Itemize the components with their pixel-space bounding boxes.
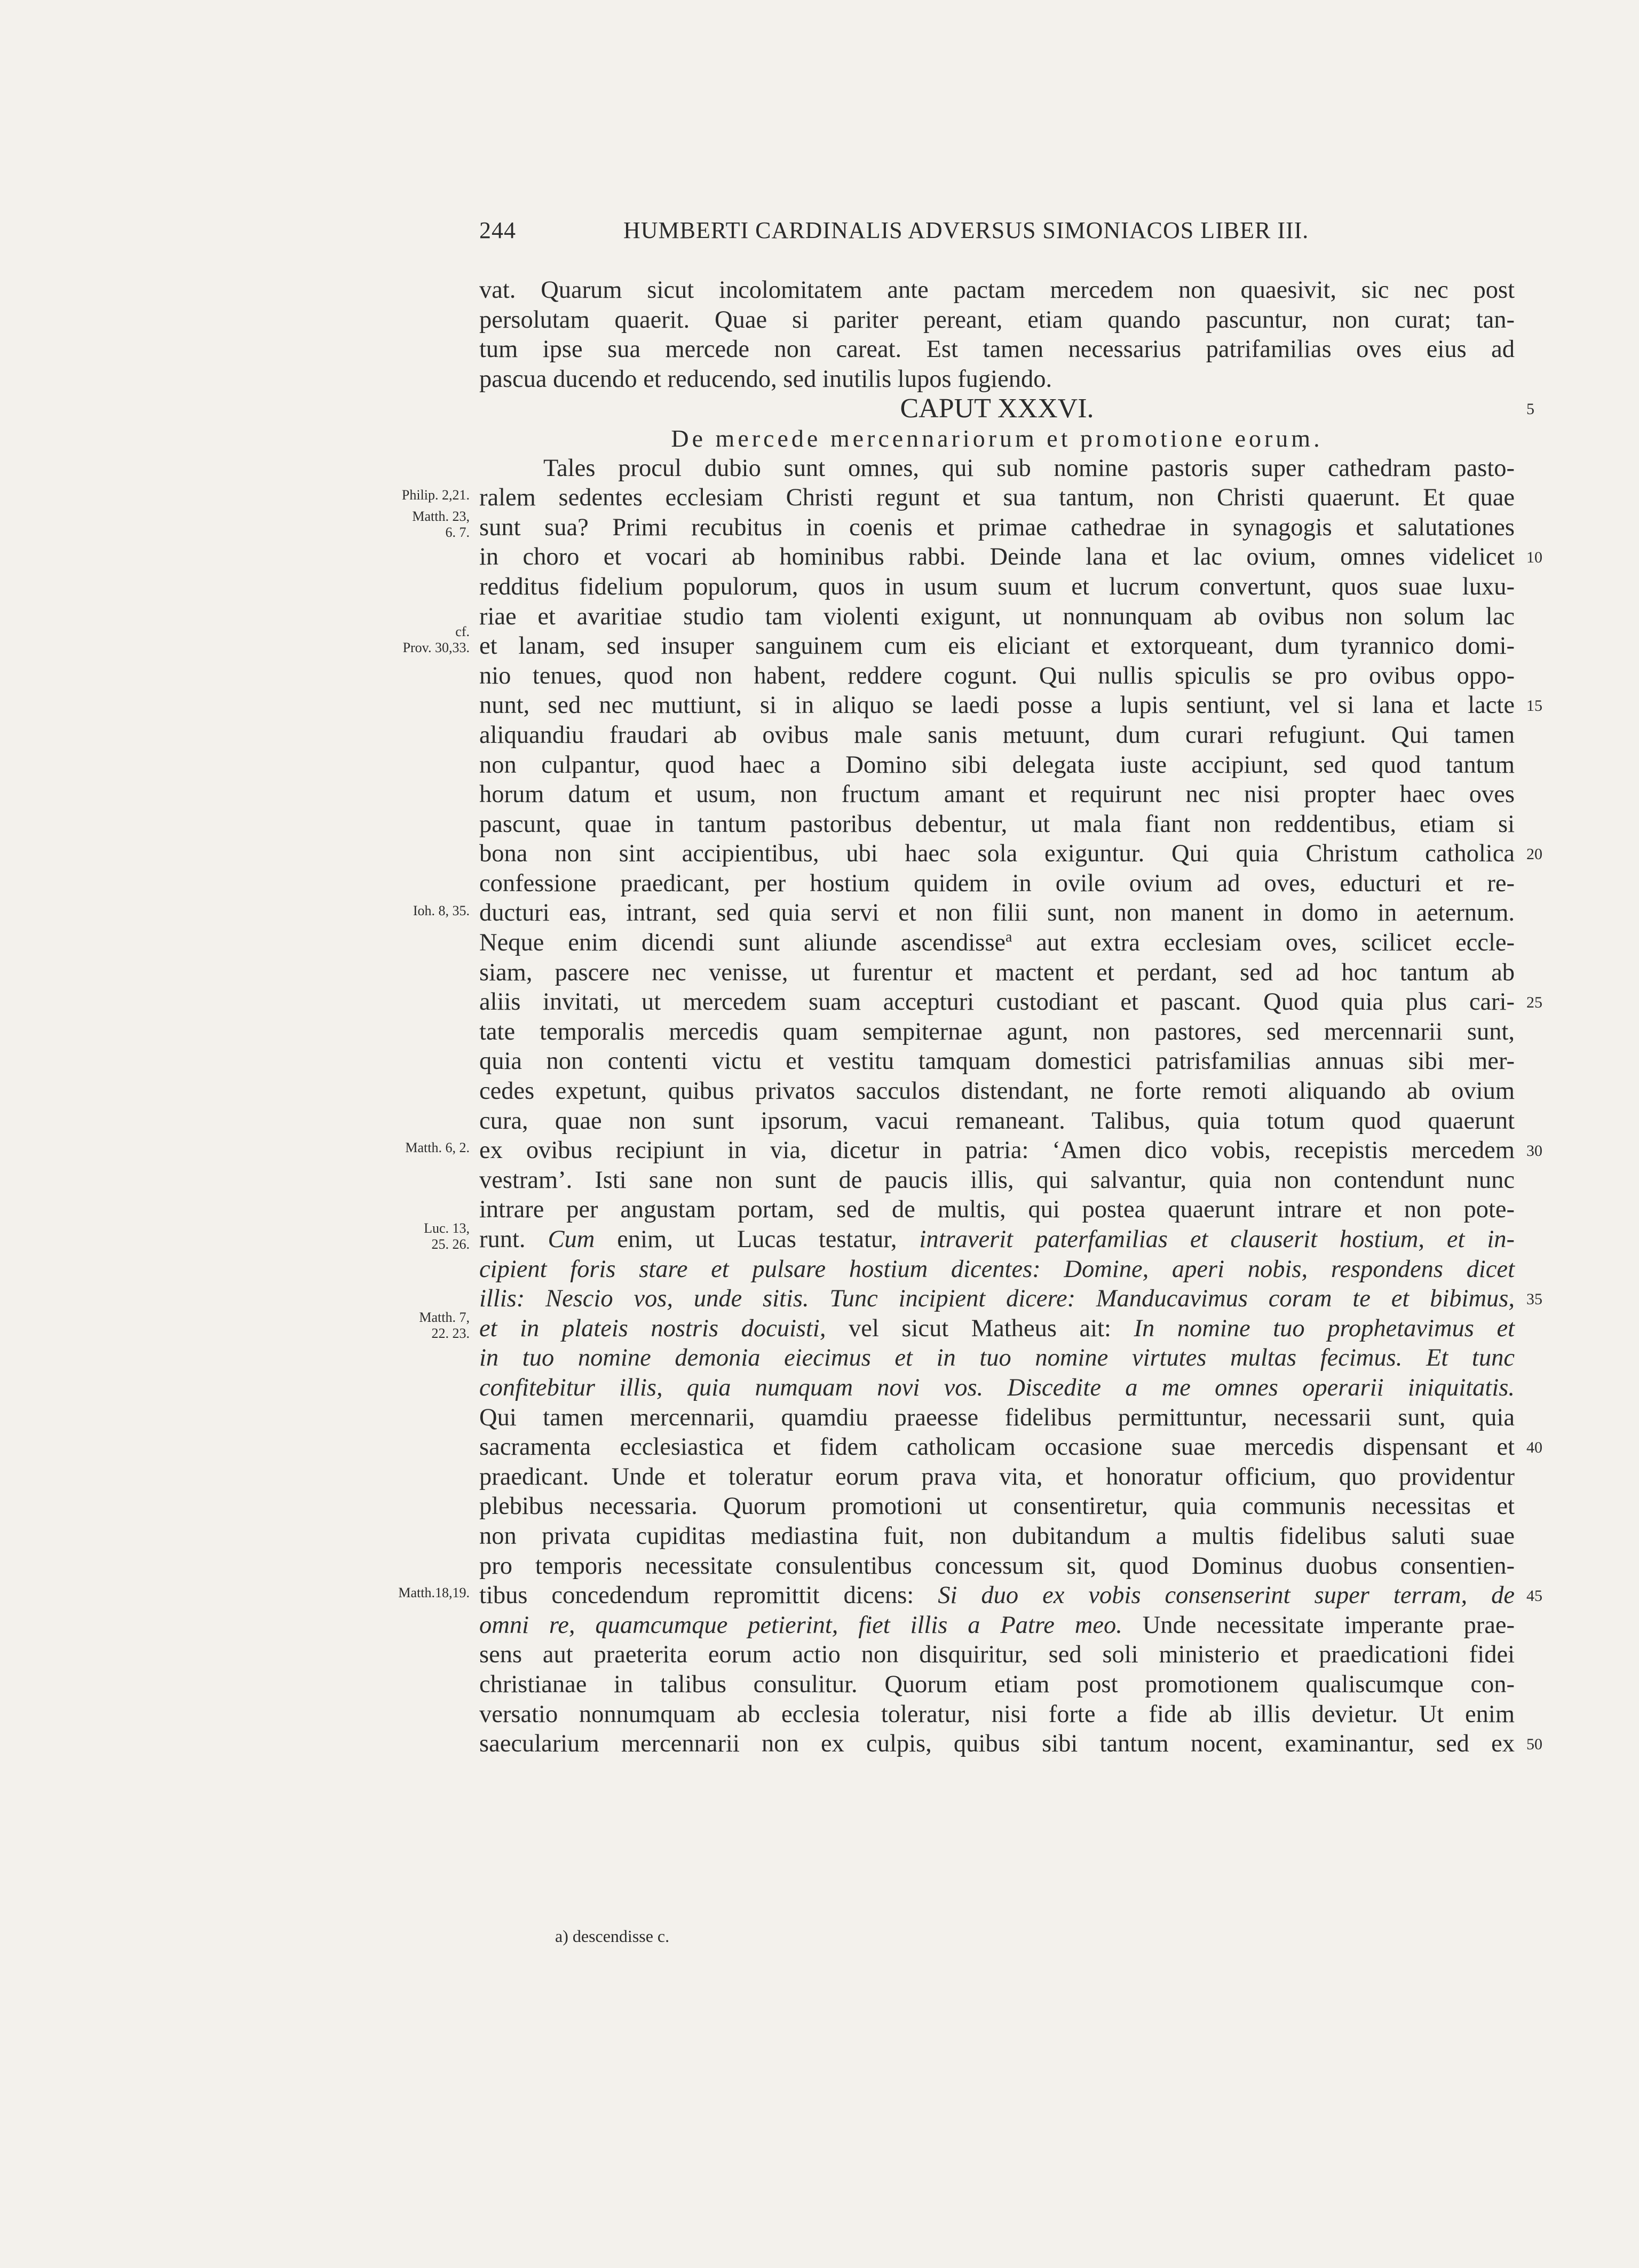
margin-reference	[363, 1310, 470, 1342]
text-segment: redditus fidelium populorum, quos in usum suum et lucrum convertunt, quos suae luxu-	[479, 573, 1515, 600]
running-title: HUMBERTI CARDINALIS ADVERSUS SIMONIACOS LIBER III.	[623, 217, 1309, 243]
text-line	[479, 839, 1515, 869]
text-line	[479, 1700, 1515, 1730]
text-segment: aut extra ecclesiam oves, scilicet eccle-	[1012, 929, 1515, 957]
main-text	[479, 275, 1515, 1759]
text-line	[479, 1343, 1515, 1373]
text-line	[479, 1462, 1515, 1492]
chapter-subtitle	[479, 424, 1515, 454]
line-number: 50	[1526, 1735, 1542, 1754]
text-segment: christianae in talibus consulitur. Quorum etiam post promotionem qualiscumque con-	[479, 1670, 1515, 1698]
margin-reference-line: Matth.18,19.	[398, 1585, 470, 1601]
text-segment: horum datum et usum, non fructum amant et requirunt nec nisi propter haec oves	[479, 781, 1515, 808]
margin-reference	[363, 903, 470, 919]
margin-reference-line: 6. 7.	[445, 524, 470, 540]
text-line	[479, 1492, 1515, 1521]
line-number: 10	[1526, 549, 1542, 567]
text-line	[479, 1076, 1515, 1106]
text-segment: omni re, quamcumque petierint, fiet illis a Patre meo.	[479, 1611, 1122, 1639]
footnote: a) descendisse c.	[555, 1926, 670, 1946]
text-line	[479, 691, 1515, 720]
text-line	[479, 305, 1515, 335]
text-line	[479, 1670, 1515, 1700]
text-line	[479, 335, 1515, 364]
line-number: 5	[1526, 400, 1534, 418]
text-line	[479, 1640, 1515, 1670]
text-line	[479, 542, 1515, 572]
margin-reference-line: 25. 26.	[431, 1236, 470, 1252]
text-segment: praedicant. Unde et toleratur eorum prava vita, et honoratur officium, quo providentur	[479, 1463, 1515, 1490]
text-line	[479, 1046, 1515, 1076]
text-segment: nunt, sed nec muttiunt, si in aliquo se laedi posse a lupis sentiunt, vel si lana et lacte	[479, 692, 1515, 719]
text-segment: et lanam, sed insuper sanguinem cum eis eliciant et extorqueant, dum tyrannico domi-	[479, 632, 1515, 660]
text-line	[479, 928, 1515, 958]
text-segment: vestram’. Isti sane non sunt de paucis illis, qui salvantur, quia non contendunt nunc	[479, 1166, 1515, 1194]
text-line	[479, 780, 1515, 810]
text-segment: Unde necessitate imperante prae-	[1122, 1611, 1515, 1639]
text-line	[479, 1314, 1515, 1344]
text-line	[479, 750, 1515, 780]
line-number: 45	[1526, 1587, 1542, 1605]
footnote-marker: a	[1005, 929, 1012, 946]
text-segment: illis: Nescio vos, unde sitis. Tunc incipient dicere: Manducavimus coram te et bibimus,	[479, 1285, 1515, 1313]
text-line	[479, 898, 1515, 928]
text-segment: ralem sedentes ecclesiam Christi regunt et sua tantum, non Christi quaerunt. Et quae	[479, 484, 1515, 512]
text-line	[479, 1165, 1515, 1195]
margin-reference-line: Matth. 23,	[412, 508, 470, 524]
line-number: 15	[1526, 697, 1542, 715]
text-segment: De mercede mercennariorum et promotione eorum.	[671, 424, 1323, 452]
margin-reference-line: Ioh. 8, 35.	[413, 902, 470, 918]
margin-reference-line: Philip. 2,21.	[401, 487, 470, 503]
line-number: 35	[1526, 1290, 1542, 1309]
text-line	[479, 1551, 1515, 1581]
text-segment: intraverit paterfamilias et clauserit hostium, et in-	[919, 1226, 1515, 1253]
text-line	[479, 869, 1515, 899]
text-segment: bona non sint accipientibus, ubi haec sola exiguntur. Qui quia Christum catholica	[479, 840, 1515, 868]
text-segment: et in plateis nostris docuisti,	[479, 1314, 826, 1342]
margin-reference-line: Luc. 13,	[424, 1220, 470, 1236]
text-line	[479, 958, 1515, 988]
line-number: 40	[1526, 1439, 1542, 1457]
margin-reference-line: Matth. 7,	[419, 1310, 470, 1325]
text-line	[479, 1403, 1515, 1433]
margin-reference	[363, 1585, 470, 1601]
text-line	[479, 1017, 1515, 1047]
text-segment: aliis invitati, ut mercedem suam accepturi custodiant et pascant. Quod quia plus cari-	[479, 988, 1515, 1016]
text-segment: aliquandiu fraudari ab ovibus male sanis metuunt, dum curari refugiunt. Qui tamen	[479, 721, 1515, 749]
text-segment: confitebitur illis, quia numquam novi vos. Discedite a me omnes operarii iniquitatis.	[479, 1374, 1515, 1401]
text-segment: nio tenues, quod non habent, reddere cogunt. Qui nullis spiculis se pro ovibus oppo-	[479, 662, 1515, 689]
text-segment: saecularium mercennarii non ex culpis, quibus sibi tantum nocent, examinantur, sed ex	[479, 1730, 1515, 1758]
text-line	[479, 1521, 1515, 1551]
text-segment: runt.	[479, 1226, 548, 1253]
text-segment: quia non contenti victu et vestitu tamquam domestici patrisfamilias annuas sibi mer-	[479, 1048, 1515, 1075]
page-header	[479, 217, 1529, 259]
margin-reference	[363, 624, 470, 656]
text-segment: enim, ut Lucas testatur,	[595, 1226, 920, 1253]
text-segment: sunt sua? Primi recubitus in coenis et primae cathedrae in synagogis et salutationes	[479, 513, 1515, 541]
text-segment: In nomine tuo prophetavimus et	[1134, 1314, 1515, 1342]
text-segment: non privata cupiditas mediastina fuit, non dubitandum a multis fidelibus saluti suae	[479, 1522, 1515, 1550]
line-number: 30	[1526, 1142, 1542, 1160]
text-segment: Cum	[548, 1226, 595, 1253]
text-line	[479, 454, 1515, 483]
text-segment: in choro et vocari ab hominibus rabbi. Deinde lana et lac ovium, omnes videlicet	[479, 543, 1515, 571]
text-line	[479, 1195, 1515, 1225]
text-line	[479, 661, 1515, 691]
text-segment: CAPUT XXXVI.	[900, 393, 1094, 424]
text-line	[479, 1581, 1515, 1611]
text-segment: Qui tamen mercennarii, quamdiu praeesse fidelibus permittuntur, necessarii sunt, quia	[479, 1403, 1515, 1431]
text-segment: plebibus necessaria. Quorum promotioni ut consentiretur, quia communis necessitas et	[479, 1493, 1515, 1520]
text-segment: Tales procul dubio sunt omnes, qui sub nomine pastoris super cathedram pasto-	[543, 454, 1515, 482]
text-segment: sacramenta ecclesiastica et fidem catholicam occasione suae mercedis dispensant et	[479, 1433, 1515, 1461]
text-line	[479, 1136, 1515, 1165]
line-number: 20	[1526, 845, 1542, 863]
text-line	[479, 275, 1515, 305]
text-segment: tum ipse sua mercede non careat. Est tamen necessarius patrifamilias oves eius ad	[479, 336, 1515, 363]
text-line	[479, 572, 1515, 602]
text-segment: cura, quae non sunt ipsorum, vacui remaneant. Talibus, quia totum quod quaerunt	[479, 1107, 1515, 1135]
margin-reference	[363, 1140, 470, 1156]
text-line	[479, 364, 1515, 394]
text-segment: Neque enim dicendi sunt aliunde ascendisse	[479, 929, 1006, 957]
text-line	[479, 1729, 1515, 1759]
text-segment: vel sicut Matheus ait:	[826, 1314, 1134, 1342]
text-segment: confessione praedicant, per hostium quidem in ovile ovium ad oves, educturi et re-	[479, 869, 1515, 897]
text-segment: ex ovibus recipiunt in via, dicetur in patria: ‘Amen dico vobis, recepistis mercedem	[479, 1137, 1515, 1164]
text-segment: pascua ducendo et reducendo, sed inutilis lupos fugiendo.	[479, 365, 1052, 393]
text-line	[479, 1255, 1515, 1284]
text-line	[479, 602, 1515, 632]
text-segment: tate temporalis mercedis quam sempiternae agunt, non pastores, sed mercennarii sunt,	[479, 1018, 1515, 1045]
text-segment: sens aut praeterita eorum actio non disquiritur, sed soli ministerio et praedicationi fidei	[479, 1641, 1515, 1669]
page-number: 244	[479, 217, 516, 243]
text-segment: pascunt, quae in tantum pastoribus debentur, ut mala fiant non reddentibus, etiam si	[479, 810, 1515, 838]
margin-reference-line: Prov. 30,33.	[402, 640, 470, 656]
margin-reference-line: Matth. 6, 2.	[405, 1140, 470, 1156]
text-line	[479, 1284, 1515, 1314]
text-segment: intrare per angustam portam, sed de multis, qui postea quaerunt intrare et non pote-	[479, 1196, 1515, 1224]
text-line	[479, 1432, 1515, 1462]
text-segment: in tuo nomine demonia eiecimus et in tuo nomine virtutes multas fecimus. Et tunc	[479, 1344, 1515, 1372]
text-segment: ducturi eas, intrant, sed quia servi et non filii sunt, non manent in domo in aeternum.	[479, 899, 1515, 927]
text-line	[479, 1106, 1515, 1136]
text-segment: Si duo ex vobis consenserint super terram, de	[938, 1582, 1515, 1609]
margin-reference	[363, 1220, 470, 1252]
text-line	[479, 631, 1515, 661]
text-segment: non culpantur, quod haec a Domino sibi delegata iuste accipiunt, sed quod tantum	[479, 751, 1515, 779]
text-line	[479, 513, 1515, 543]
text-line	[479, 987, 1515, 1017]
text-segment: tibus concedendum repromittit dicens:	[479, 1582, 938, 1609]
text-segment: vat. Quarum sicut incolomitatem ante pactam mercedem non quaesivit, sic nec post	[479, 276, 1515, 304]
margin-reference	[363, 487, 470, 503]
text-line	[479, 720, 1515, 750]
text-line	[479, 810, 1515, 839]
text-segment: siam, pascere nec venisse, ut furentur et mactent et perdant, sed ad hoc tantum ab	[479, 958, 1515, 986]
chapter-heading	[479, 394, 1515, 424]
text-segment: riae et avaritiae studio tam violenti exigunt, ut nonnunquam ab ovibus non solum lac	[479, 602, 1515, 630]
line-number: 25	[1526, 994, 1542, 1012]
text-line	[479, 1373, 1515, 1403]
text-segment: versatio nonnumquam ab ecclesia toleratur, nisi forte a fide ab illis devietur. Ut enim	[479, 1700, 1515, 1728]
text-line	[479, 483, 1515, 513]
margin-reference	[363, 509, 470, 541]
text-segment: persolutam quaerit. Quae si pariter pereant, etiam quando pascuntur, non curat; tan-	[479, 306, 1515, 334]
text-segment: cedes expetunt, quibus privatos sacculos distendant, ne forte remoti aliquando ab ovium	[479, 1077, 1515, 1105]
text-segment: cipient foris stare et pulsare hostium dicentes: Domine, aperi nobis, respondens dicet	[479, 1255, 1515, 1283]
text-line	[479, 1611, 1515, 1640]
margin-reference-line: cf.	[455, 624, 470, 640]
margin-reference-line: 22. 23.	[431, 1326, 470, 1341]
text-line	[479, 1225, 1515, 1255]
text-segment: pro temporis necessitate consulentibus concessum sit, quod Dominus duobus consentien-	[479, 1552, 1515, 1580]
